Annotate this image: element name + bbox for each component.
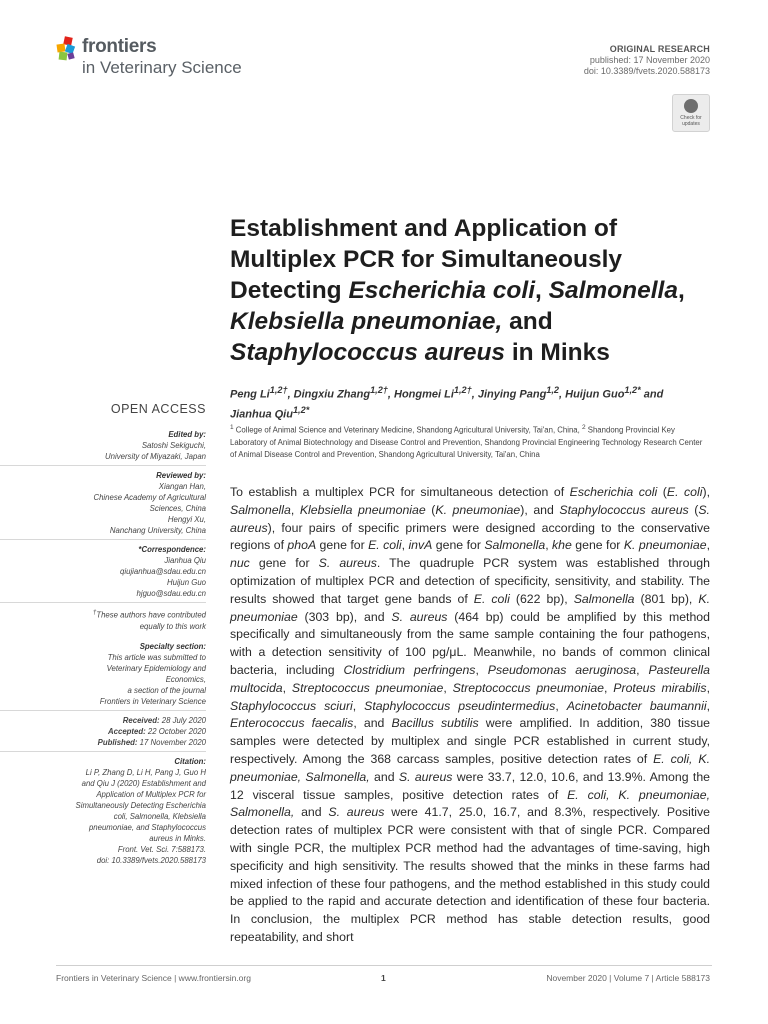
check-updates-icon bbox=[684, 99, 698, 113]
abstract-species: Salmonella bbox=[573, 591, 635, 606]
accepted-date bbox=[0, 726, 206, 737]
abstract-text: , bbox=[706, 538, 710, 553]
abstract-species: E. coli bbox=[473, 591, 510, 606]
abstract bbox=[230, 484, 710, 947]
abstract-text: , bbox=[443, 680, 453, 695]
editor-affiliation: University of Miyazaki, Japan bbox=[105, 452, 206, 461]
correspondent-email[interactable]: qiujianhua@sdau.edu.cn bbox=[120, 567, 206, 576]
specialty-text: This article was submitted to bbox=[107, 652, 206, 662]
abstract-species: K. pneumoniae bbox=[230, 591, 710, 624]
title-text: in Minks bbox=[505, 339, 610, 366]
abstract-species: Staphylococcus aureus bbox=[559, 502, 689, 517]
abstract-text: , bbox=[545, 538, 553, 553]
citation-text: coli, Salmonella, Klebsiella bbox=[113, 811, 206, 821]
abstract-species: S. aureus bbox=[398, 769, 453, 784]
article-doi[interactable]: doi: 10.3389/fvets.2020.588173 bbox=[583, 66, 710, 76]
published-date-sidebar bbox=[0, 737, 206, 748]
article-type: ORIGINAL RESEARCH bbox=[609, 44, 710, 54]
abstract-gene: invA bbox=[408, 538, 433, 553]
affiliations bbox=[230, 422, 710, 461]
citation-text: Front. Vet. Sci. 7:588173. bbox=[117, 844, 206, 854]
specialty-text: Economics, bbox=[165, 674, 206, 684]
author-name[interactable]: , Hongmei Li bbox=[387, 388, 454, 401]
abstract-text: (622 bp), bbox=[509, 591, 574, 606]
abstract-text: . The quadruple PCR system was established through optimization of multiplex PCR and detection of specificity, sensitivity, and stability. The results showed that target gene bands of bbox=[230, 556, 710, 606]
footer-journal[interactable]: Frontiers in Veterinary Science | www.frontiersin.org bbox=[56, 973, 251, 983]
article-meta bbox=[584, 44, 710, 77]
author-affil-sup: 1,2* bbox=[624, 385, 641, 395]
title-species: Staphylococcus aureus bbox=[230, 339, 506, 366]
citation-text: pneumoniae, and Staphylococcus bbox=[88, 822, 206, 832]
abstract-text: gene for bbox=[316, 538, 369, 553]
abstract-text: , and bbox=[353, 716, 392, 731]
abstract-text: , bbox=[352, 698, 365, 713]
article-sidebar bbox=[0, 404, 206, 866]
reviewer-name[interactable]: Hengyi Xu, bbox=[167, 515, 206, 524]
author-name[interactable]: , Huijun Guo bbox=[559, 388, 625, 401]
author-affil-sup: 1,2† bbox=[453, 385, 472, 395]
journal-name: in Veterinary Science bbox=[82, 58, 242, 77]
abstract-text: , bbox=[290, 502, 300, 517]
frontiers-logo-icon bbox=[56, 36, 82, 62]
affil-sup: 1 bbox=[230, 424, 234, 431]
abstract-text: (464 bp) could be amplified by this method specifically and simultaneously from the same sample containing the four pathogens, with a detection sensitivity of 100 pg/μL. Meanwhile, no bands of common clinical bacteria, including bbox=[230, 609, 710, 677]
abstract-text: were 41.7, 25.0, 16.7, and 8.3%, respectively. Positive detection rates of multiplex PCR were consistent with that of single PCR. Compared with single PCR, the multiplex PCR method had the advantages of time-saving, high specificity and high sensitivity. The results showed that the minks in these farms had mixed infection of these four pathogens, and the method established in this study could be applied to the rapid and accurate detection and identification of these four bacteria. In conclusion, the multiplex PCR method has stable detection results, good repeatability, and short bbox=[230, 805, 710, 944]
abstract-species: Bacillus subtilis bbox=[391, 716, 479, 731]
author-name[interactable]: and Jianhua Qiu bbox=[230, 388, 664, 421]
citation-text: Application of Multiplex PCR for bbox=[96, 789, 206, 799]
abstract-text: , bbox=[282, 680, 292, 695]
reviewed-by-label: Reviewed by: bbox=[156, 471, 206, 480]
abstract-text: , bbox=[604, 680, 614, 695]
abstract-text: , bbox=[706, 698, 710, 713]
citation-text: aureus in Minks. bbox=[149, 833, 206, 843]
equal-contribution-note bbox=[0, 607, 206, 621]
footer-divider bbox=[56, 965, 712, 966]
abstract-text: ( bbox=[657, 485, 667, 499]
abstract-species: Klebsiella pneumoniae bbox=[299, 502, 426, 517]
title-species: Escherichia coli bbox=[348, 277, 535, 304]
abstract-species: Staphylococcus sciuri bbox=[230, 698, 353, 713]
title-text: and bbox=[502, 308, 553, 335]
check-for-updates-button[interactable] bbox=[672, 94, 710, 132]
title-species: Salmonella bbox=[548, 277, 678, 304]
abstract-species: Pasteurella multocida bbox=[230, 662, 710, 695]
citation-text: and Qiu J (2020) Establishment and bbox=[81, 778, 206, 788]
journal-brand: frontiers bbox=[82, 36, 157, 57]
specialty-section-label: Specialty section: bbox=[139, 641, 206, 651]
contribution-text: These authors have contributed bbox=[96, 610, 206, 620]
dagger-mark: † bbox=[92, 609, 97, 616]
abstract-species: E. coli bbox=[368, 538, 402, 553]
abstract-species: Staphylococcus pseudintermedius bbox=[364, 698, 556, 713]
citation-doi[interactable]: doi: 10.3389/fvets.2020.588173 bbox=[96, 855, 206, 865]
abstract-species: K. pneumoniae bbox=[623, 538, 707, 553]
abstract-gene: phoA bbox=[287, 538, 317, 553]
citation-text: Li P, Zhang D, Li H, Pang J, Guo H bbox=[85, 767, 206, 777]
abstract-text: (303 bp), and bbox=[297, 609, 392, 624]
reviewer-affiliation: Sciences, China bbox=[149, 504, 206, 513]
received-label: Received: bbox=[122, 715, 160, 725]
abstract-species: Escherichia coli bbox=[569, 485, 658, 499]
abstract-text: ), and bbox=[520, 502, 560, 517]
abstract-gene: khe bbox=[552, 538, 572, 553]
author-name[interactable]: Peng Li bbox=[230, 388, 270, 401]
specialty-text: Frontiers in Veterinary Science bbox=[99, 696, 206, 706]
abstract-text: gene for bbox=[249, 556, 319, 571]
article-title bbox=[230, 213, 720, 368]
divider bbox=[0, 751, 206, 752]
abstract-text: ), four pairs of specific primers were designed according to the conservative regions of bbox=[230, 520, 710, 553]
title-text: Establishment and Application of Multiplex PCR for Simultaneously Detecting bbox=[230, 215, 623, 304]
abstract-species: E. coli bbox=[666, 485, 703, 499]
abstract-text: To establish a multiplex PCR for simultaneous detection of bbox=[230, 485, 570, 499]
specialty-text: a section of the journal bbox=[127, 685, 206, 695]
footer-issue: November 2020 | Volume 7 | Article 588173 bbox=[546, 973, 710, 983]
abstract-species: Clostridium perfringens bbox=[343, 662, 476, 677]
published-value: 17 November 2020 bbox=[137, 737, 206, 747]
correspondence-label: *Correspondence: bbox=[138, 545, 206, 554]
accepted-value: 22 October 2020 bbox=[145, 726, 206, 736]
abstract-species: Streptococcus pneumoniae bbox=[291, 680, 444, 695]
abstract-species: S. aureus bbox=[391, 609, 448, 624]
author-affil-sup: 1,2* bbox=[292, 404, 310, 415]
received-value: 28 July 2020 bbox=[159, 715, 206, 725]
published-date: published: 17 November 2020 bbox=[589, 55, 710, 65]
abstract-text: were 33.7, 12.0, 10.6, and 13.9%. Among the 12 visceral tissue samples, positive detection rates of bbox=[230, 769, 710, 802]
abstract-species: Pseudomonas aeruginosa bbox=[487, 662, 637, 677]
accepted-label: Accepted: bbox=[108, 726, 146, 736]
abstract-species: S. aureus bbox=[230, 502, 710, 535]
reviewer-affiliation: Nanchang University, China bbox=[109, 526, 206, 535]
author-name[interactable]: , Jinying Pang bbox=[471, 388, 547, 401]
abstract-species: K. pneumoniae bbox=[435, 502, 521, 517]
correspondent-name: Huijun Guo bbox=[166, 578, 206, 587]
editor-name[interactable]: Satoshi Sekiguchi, bbox=[141, 441, 206, 450]
citation-text: Simultaneously Detecting Escherichia bbox=[75, 800, 206, 810]
divider bbox=[0, 602, 206, 603]
received-date bbox=[0, 715, 206, 726]
abstract-text: were amplified. In addition, 380 tissue samples were detected by multiplex and single PCR established in current study, respectively. Among the 368 carcass samples, positive detection rates of bbox=[230, 716, 710, 766]
abstract-species: E. coli, K. pneumoniae, Salmonella, bbox=[230, 787, 711, 820]
abstract-species: Acinetobacter baumannii bbox=[566, 698, 707, 713]
abstract-text: gene for bbox=[432, 538, 485, 553]
reviewer-name[interactable]: Xiangan Han, bbox=[158, 482, 206, 491]
divider bbox=[0, 539, 206, 540]
abstract-text: , bbox=[636, 662, 649, 677]
correspondent-name: Jianhua Qiu bbox=[164, 556, 206, 565]
abstract-species: Salmonella bbox=[230, 502, 291, 517]
abstract-text: (801 bp), bbox=[634, 591, 699, 606]
specialty-text: Veterinary Epidemiology and bbox=[106, 663, 206, 673]
divider bbox=[0, 710, 206, 711]
abstract-text: , bbox=[401, 538, 409, 553]
contribution-text: equally to this work bbox=[139, 621, 206, 631]
author-name[interactable]: , Dingxiu Zhang bbox=[287, 388, 371, 401]
check-updates-label: Check for updates bbox=[680, 115, 702, 127]
citation-label: Citation: bbox=[174, 756, 206, 766]
edited-by-label: Edited by: bbox=[168, 430, 206, 439]
abstract-species: Enterococcus faecalis bbox=[230, 716, 354, 731]
correspondent-email[interactable]: hjguo@sdau.edu.cn bbox=[136, 589, 206, 598]
affil-sup: 2 bbox=[581, 424, 586, 431]
abstract-species: E. coli, K. pneumoniae, Salmonella, bbox=[230, 751, 710, 784]
author-affil-sup: 1,2 bbox=[546, 385, 560, 395]
spacer bbox=[0, 632, 206, 641]
page-number: 1 bbox=[381, 973, 386, 983]
abstract-species: Salmonella bbox=[484, 538, 546, 553]
affil-text: Shandong Provincial Key Laboratory of Animal Biotechnology and Disease Control and Prevention, Shandong Provincial Engineering Technology Research Center of Animal Disease Control and Prevention, Shandong Agricultural University, Tai'an, China bbox=[230, 425, 703, 459]
journal-logo[interactable] bbox=[56, 34, 256, 84]
abstract-text: and bbox=[369, 769, 399, 784]
open-access-label: OPEN ACCESS bbox=[110, 402, 206, 416]
author-affil-sup: 1,2† bbox=[269, 385, 288, 395]
reviewer-affiliation: Chinese Academy of Agricultural bbox=[93, 493, 206, 502]
title-text: , bbox=[677, 277, 685, 304]
abstract-species: S. aureus bbox=[318, 556, 377, 571]
abstract-species: Streptococcus pneumoniae bbox=[452, 680, 605, 695]
abstract-text: ( bbox=[688, 502, 699, 517]
abstract-text: and bbox=[294, 805, 329, 820]
abstract-text: ), bbox=[702, 485, 710, 499]
abstract-species: S. aureus bbox=[328, 805, 385, 820]
abstract-text: gene for bbox=[571, 538, 624, 553]
author-affil-sup: 1,2† bbox=[370, 385, 388, 395]
abstract-text: , bbox=[475, 662, 488, 677]
published-label: Published: bbox=[97, 737, 138, 747]
author-list bbox=[230, 383, 700, 422]
abstract-text: ( bbox=[425, 502, 436, 517]
abstract-text: , bbox=[706, 680, 710, 695]
abstract-text: , bbox=[555, 698, 567, 713]
affil-text: College of Animal Science and Veterinary Medicine, Shandong Agricultural University, Tai'an, China, bbox=[233, 425, 582, 435]
divider bbox=[0, 465, 206, 466]
title-text: , bbox=[535, 277, 549, 304]
title-species: Klebsiella pneumoniae, bbox=[230, 308, 503, 335]
abstract-gene: nuc bbox=[230, 556, 250, 571]
abstract-species: Proteus mirabilis bbox=[613, 680, 707, 695]
